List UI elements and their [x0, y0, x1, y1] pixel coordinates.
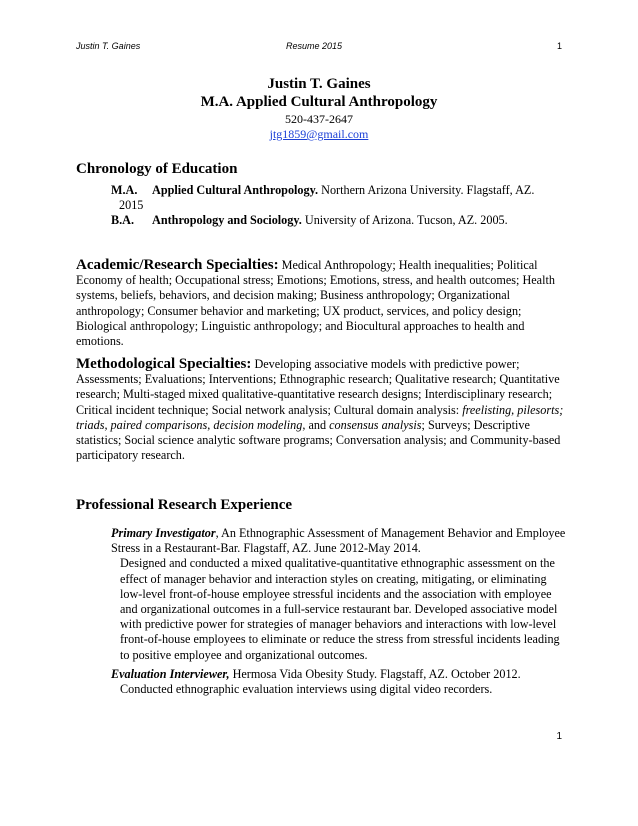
- experience-summary-text: Hermosa Vida Obesity Study. Flagstaff, AZ. October 2012.: [229, 667, 521, 681]
- degree-abbr: M.A.: [111, 183, 138, 197]
- experience-summary: [111, 667, 571, 682]
- applicant-name: Justin T. Gaines: [267, 76, 371, 92]
- specialties-heading: Academic/Research Specialties:: [76, 257, 279, 273]
- contact-block: [0, 76, 638, 142]
- methods-italic: consensus analysis: [329, 417, 422, 432]
- experience-role: Evaluation Interviewer,: [111, 667, 230, 681]
- experience-description: Conducted ethnographic evaluation interviews using digital video recorders.: [120, 682, 493, 697]
- methods-text: ,: [207, 417, 214, 432]
- methods-italic: freelisting, pilesorts; triads, paired comparisons: [76, 402, 564, 432]
- degree-program: Applied Cultural Anthropology.: [152, 183, 319, 197]
- methodological-specialties: [76, 357, 566, 463]
- applicant-degree: M.A. Applied Cultural Anthropology: [200, 94, 438, 110]
- degree-detail: University of Arizona. Tucson, AZ. 2005.: [301, 213, 508, 227]
- page-header: [76, 41, 562, 53]
- methods-text: , and: [302, 417, 330, 432]
- methods-italic: decision modeling: [213, 417, 303, 432]
- header-author: Justin T. Gaines: [76, 41, 141, 51]
- experience-summary-text: , An Ethnographic Assessment of Management Behavior and Employee Stress in a Restaurant-Bar. Flagstaff, AZ. June 2012-May 2014.: [111, 526, 566, 556]
- degree-abbr: B.A.: [111, 213, 135, 227]
- experience-role: Primary Investigator: [111, 526, 216, 540]
- experience-summary: [111, 526, 571, 556]
- experience-heading: Professional Research Experience: [76, 497, 293, 513]
- experience-item: [111, 526, 571, 663]
- header-title: Resume 2015: [286, 41, 343, 51]
- footer-page-number: 1: [556, 731, 562, 742]
- research-specialties: [76, 258, 566, 349]
- education-list: [111, 183, 571, 228]
- methods-heading: Methodological Specialties:: [76, 356, 252, 372]
- degree-year: 2015: [119, 198, 144, 212]
- specialties-text: Medical Anthropology; Health inequalities; Political Economy of health; Occupational stress; Emotions; Emotions, stress, and health outcomes; Health systems, beliefs, behaviors, and decision making; Business anthropology; Organizational anthropology; Consumer behavior and marketing; UX product, services, and policy design; Biological anthropology; Linguistic anthropology; and Biocultural approaches to health and emotions.: [76, 258, 555, 349]
- phone-number: 520-437-2647: [285, 112, 353, 126]
- education-heading: Chronology of Education: [76, 161, 238, 177]
- education-item: [111, 183, 571, 198]
- degree-program: Anthropology and Sociology.: [152, 213, 302, 227]
- experience-description: Designed and conducted a mixed qualitative-quantitative ethnographic assessment on the effect of manager behavior and interaction styles on creating, mitigating, or eliminating low-level front-of-house employee stressful incidents and the association with employee and organizational outcomes in a full-service restaurant bar. Developed associative model with predictive power for strategies of manager behaviors and interactions with low-level front-of-house employees to eliminate or reduce the stress from stressful incidents leading to positive employee and organizational outcomes.: [120, 556, 560, 662]
- methods-text: Developing associative models with predictive power; Assessments; Evaluations; Interventions; Ethnographic research; Qualitative research; Quantitative research; Multi-staged mixed qualitative-quantitative research designs; Interdisciplinary research; Critical incident technique; Social network analysis; Cultural domain analysis:: [76, 357, 560, 417]
- experience-item: [111, 667, 571, 697]
- header-page-number: 1: [556, 41, 562, 51]
- email-link[interactable]: jtg1859@gmail.com: [269, 127, 369, 141]
- degree-detail: Northern Arizona University. Flagstaff, AZ.: [318, 183, 535, 197]
- education-item: [111, 213, 571, 228]
- methods-text: ; Surveys; Descriptive statistics; Social science analytic software programs; Conversation analysis; and Community-based participatory research.: [76, 417, 561, 463]
